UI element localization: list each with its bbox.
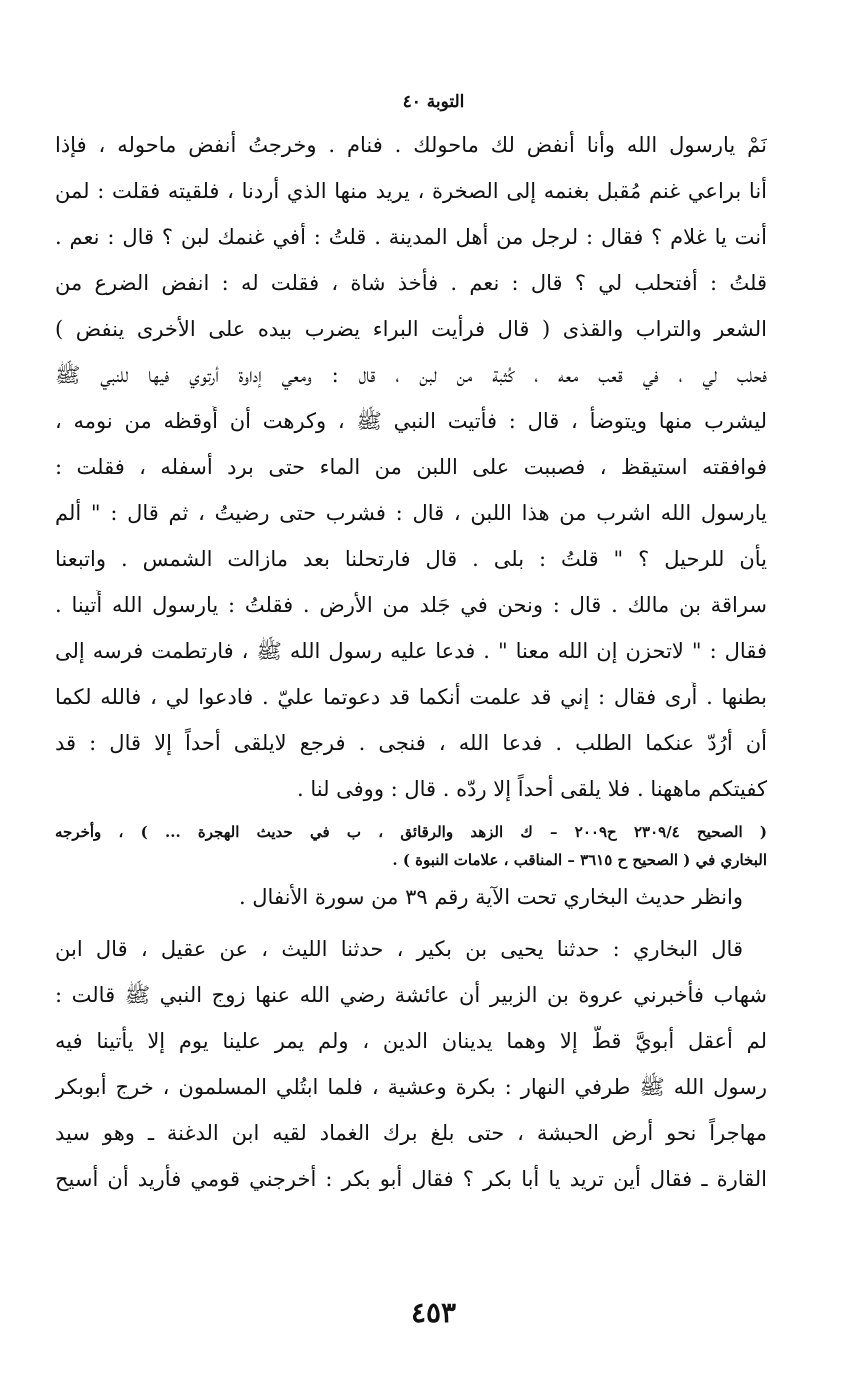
text-line: يارسول الله اشرب من هذا اللبن ، قال : فشرب حتى رضيتُ ، ثم قال : " ألم [55, 501, 767, 525]
text-line: فوافقته استيقظ ، فصببت على اللبن من الماء حتى برد أسفله ، فقلت : [55, 455, 767, 479]
text-line: مهاجراً نحو أرض الحبشة ، حتى بلغ برك الغماد لقيه ابن الدغنة ـ وهو سيد [55, 1121, 767, 1145]
text-line: سراقة بن مالك . قال : ونحن في جَلد من الأرض . فقلتُ : يارسول الله أُتينا . [55, 593, 767, 617]
reference-line: البخاري في ( الصحيح ح ٣٦١٥ – المناقب ، علامات النبوة ) . [392, 851, 767, 869]
text-line: أن أرُدّ عنكما الطلب . فدعا الله ، فنجى . فرجع لايلقى أحداً إلا قال : قد [55, 731, 767, 755]
text-line: لم أعقل أبويَّ قطُّ إلا وهما يدينان الدين ، ولم يمر علينا يوم إلا يأتينا فيه [55, 1029, 767, 1053]
text-line: بطنها . أُرى فقال : إني قد علمت أنكما قد دعوتما عليّ . فادعوا لي ، فالله لكما [55, 685, 767, 709]
reference-line: ( الصحيح ٢٣٠٩/٤ ح٢٠٠٩ – ك الزهد والرقائق ، ب في حديث الهجرة ... ) ، وأخرجه [55, 823, 767, 841]
text-line: القارة ـ فقال أين تريد يا أبا بكر ؟ فقال أبو بكر : أخرجني قومي فأريد أن أسيح [55, 1167, 767, 1191]
text-line: كفيتكم ماههنا . فلا يلقى أحداً إلا ردّه . قال : ووفى لنا . [296, 777, 767, 801]
text-line: قلتُ : أفتحلب لي ؟ قال : نعم . فأخذ شاة ، فقلت له : انفض الضرع من [55, 271, 767, 295]
note-line: وانظر حديث البخاري تحت الآية رقم ٣٩ من سورة الأنفال . [238, 885, 743, 909]
text-line: أنا براعي غنم مُقبل بغنمه إلى الصخرة ، يريد منها الذي أردنا ، فلقيته فقلت : لمن [55, 179, 767, 203]
text-line: يأن للرحيل ؟ " قلتُ : بلى . قال فارتحلنا بعد مازالت الشمس . واتبعنا [55, 547, 767, 571]
running-header: التوبة ٤٠ [402, 92, 465, 112]
page-number: ٤٥٣ [410, 1296, 457, 1329]
text-line: أنت يا غلام ؟ فقال : لرجل من أهل المدينة . قلتُ : أفي غنمك لبن ؟ قال : نعم . [55, 225, 767, 249]
text-line: ليشرب منها ويتوضأ ، قال : فأتيت النبي ﷺ ، وكرهت أن أُوقظه من نومه ، [55, 409, 767, 433]
text-line: قال البخاري : حدثنا يحيى بن بكير ، حدثنا الليث ، عن عقيل ، قال ابن [55, 937, 743, 961]
text-line: نَمْ يارسول الله وأنا أنفض لك ماحولك . فنام . وخرجتُ أنفض ماحوله ، فإذا [55, 133, 767, 157]
text-line: شهاب فأخبرني عروة بن الزبير أن عائشة رضي الله عنها زوج النبي ﷺ قالت : [55, 983, 767, 1007]
text-line: فحلب لي ، في قعب معه ، كُثبة من لبن ، قال : ومعي إداوة أرتوي فيها للنبي ﷺ [55, 363, 767, 387]
text-line: الشعر والتراب والقذى ( قال فرأيت البراء يضرب بيده على الأخرى ينفض ) [55, 317, 767, 341]
text-line: رسول الله ﷺ طرفي النهار : بكرة وعشية ، فلما ابتُلي المسلمون ، خرج أبوبكر [55, 1075, 767, 1099]
text-line: فقال : " لاتحزن إن الله معنا " . فدعا عليه رسول الله ﷺ ، فارتطمت فرسه إلى [55, 639, 767, 663]
